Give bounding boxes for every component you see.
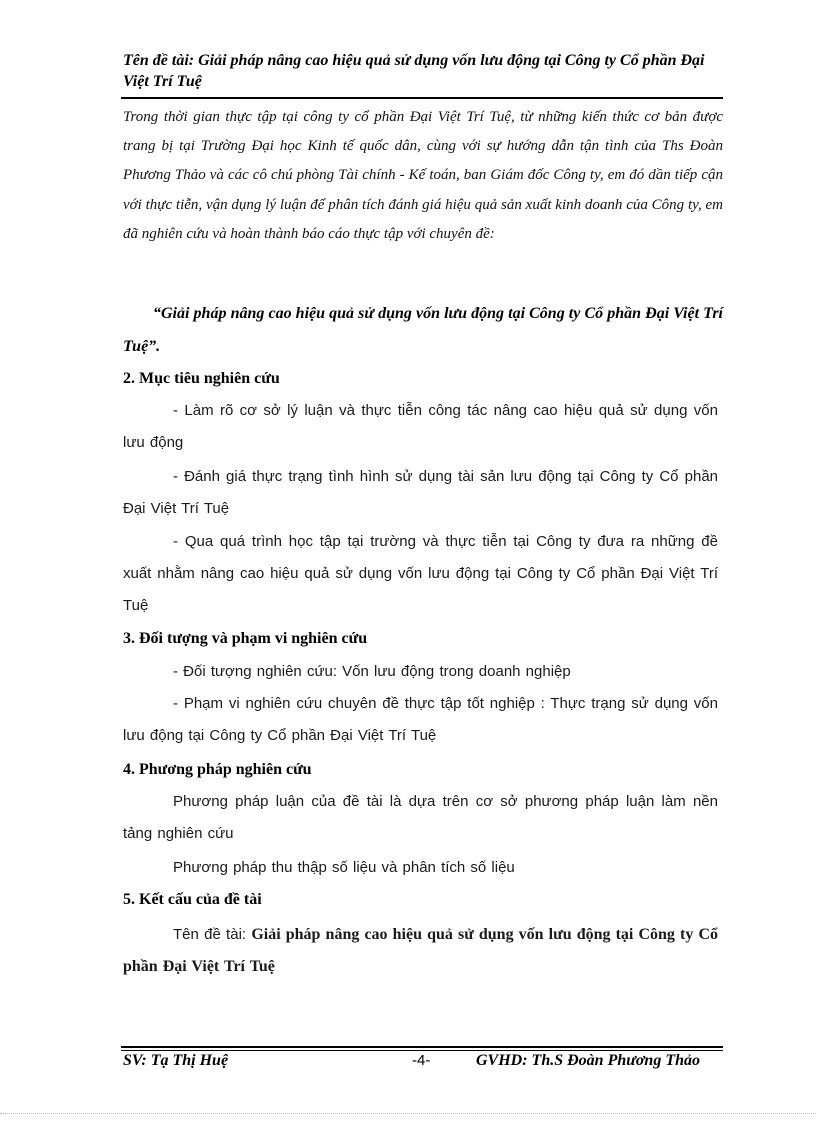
section-2-item-1: - Làm rõ cơ sở lý luận và thực tiễn công tác nâng cao hiệu quả sử dụng vốn lưu động [123, 402, 718, 451]
footer-divider [121, 1046, 723, 1048]
section-2-heading: 2. Mục tiêu nghiên cứu [123, 370, 280, 387]
section-2-item-3: - Qua quá trình học tập tại trường và thực tiễn tại Công ty đưa ra những đề xuất nhằm nâng cao hiệu quả sử dụng vốn lưu động tại Công ty Cổ phần Đại Việt Trí Tuệ [123, 533, 718, 614]
page-edge [0, 1113, 816, 1114]
footer-student: SV: Tạ Thị Huệ [123, 1052, 229, 1069]
section-5-heading: 5. Kết cấu của đề tài [123, 891, 262, 908]
footer-divider-thin [121, 1050, 723, 1051]
footer-advisor: GVHD: Th.S Đoàn Phương Thảo [476, 1052, 700, 1069]
section-4-item-1: Phương pháp luận của đề tài là dựa trên cơ sở phương pháp luận làm nền tảng nghiên cứu [123, 793, 718, 842]
section-3-heading: 3. Đối tượng và phạm vi nghiên cứu [123, 630, 368, 647]
section-5-lead: Tên đề tài: [173, 926, 252, 943]
section-2-item-2: - Đánh giá thực trạng tình hình sử dụng tài sản lưu động tại Công ty Cổ phần Đại Việt Trí Tuệ [123, 468, 718, 517]
section-5-paragraph [123, 919, 718, 983]
footer-page-number: -4- [412, 1052, 431, 1069]
topic-quote: “Giải pháp nâng cao hiệu quả sử dụng vốn lưu động tại Công ty Cổ phần Đại Việt Trí Tuệ”. [123, 305, 723, 355]
page-header-title: Tên đề tài: Giải pháp nâng cao hiệu quả sử dụng vốn lưu động tại Công ty Cổ phần Đại Việt Trí Tuệ [123, 52, 705, 90]
intro-paragraph: Trong thời gian thực tập tại công ty cổ phần Đại Việt Trí Tuệ, từ những kiến thức cơ bản được trang bị tại Trường Đại học Kinh tế quốc dân, cùng với sự hướng dẫn tận tình của Ths Đoàn Phương Thảo và các cô chú phòng Tài chính - Kế toán, ban Giám đốc Công ty, em đó dần tiếp cận với thực tiễn, vận dụng lý luận để phân tích đánh giá hiệu quả sản xuất kinh doanh của Công ty, em đã nghiên cứu và hoàn thành báo cáo thực tập với chuyên đề: [123, 109, 723, 242]
section-4-item-2: Phương pháp thu thập số liệu và phân tích số liệu [173, 859, 515, 876]
section-3-item-1: - Đối tượng nghiên cứu: Vốn lưu động trong doanh nghiệp [173, 663, 571, 680]
section-5-title: Giải pháp nâng cao hiệu quả sử dụng vốn lưu động tại Công ty Cổ phần Đại Việt Trí Tuệ [123, 926, 718, 975]
section-4-heading: 4. Phương pháp nghiên cứu [123, 761, 312, 778]
section-3-item-2: - Phạm vi nghiên cứu chuyên đề thực tập tốt nghiệp : Thực trạng sử dụng vốn lưu động tại Công ty Cổ phần Đại Việt Trí Tuệ [123, 695, 718, 744]
header-divider [121, 97, 723, 99]
